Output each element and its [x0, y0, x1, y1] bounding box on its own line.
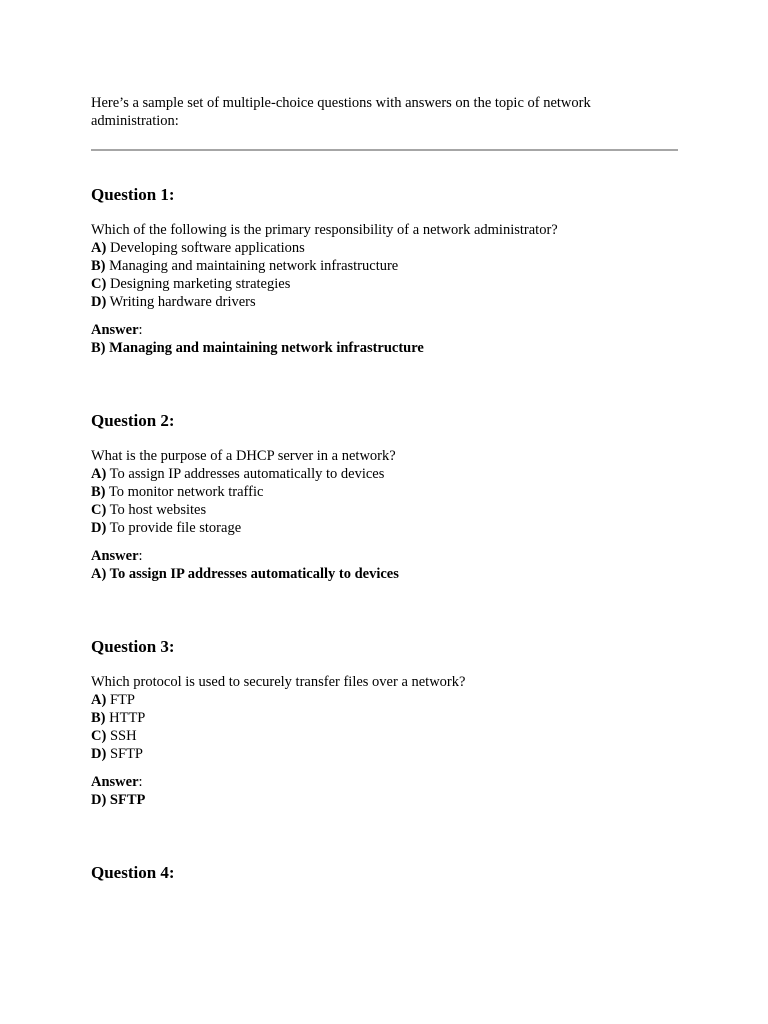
option-letter: D) — [91, 746, 107, 762]
answer-option-a — [91, 239, 681, 257]
intro-paragraph: Here’s a sample set of multiple-choice questions with answers on the topic of network administration: — [91, 95, 591, 129]
answer-label-colon: : — [138, 774, 143, 790]
option-letter: A) — [91, 692, 107, 708]
answer-label-colon: : — [138, 322, 143, 338]
answer-option-c — [91, 727, 681, 745]
option-text: FTP — [106, 692, 135, 708]
answer-option-a — [91, 465, 681, 483]
correct-answer: A) To assign IP addresses automatically to devices — [91, 566, 399, 582]
answer-option-c — [91, 275, 681, 293]
question-heading: Question 2: — [91, 411, 175, 430]
question-text: Which protocol is used to securely transfer files over a network? — [91, 674, 466, 690]
option-letter: D) — [91, 520, 107, 536]
option-letter: D) — [91, 294, 107, 310]
answer-label-text: Answer — [91, 322, 139, 338]
option-text: Managing and maintaining network infrastructure — [105, 258, 399, 274]
option-letter: B) — [91, 258, 106, 274]
answer-label-text: Answer — [91, 774, 139, 790]
option-text: SFTP — [106, 746, 143, 762]
option-text: To monitor network traffic — [105, 484, 264, 500]
answer-option-a — [91, 691, 681, 709]
question-text: Which of the following is the primary responsibility of a network administrator? — [91, 222, 558, 238]
horizontal-divider — [91, 149, 678, 151]
answer-label — [91, 773, 681, 791]
option-letter: B) — [91, 484, 106, 500]
option-letter: C) — [91, 276, 107, 292]
document-content — [91, 94, 681, 883]
question-text: What is the purpose of a DHCP server in a network? — [91, 448, 396, 464]
question-block-3 — [91, 637, 681, 809]
option-text: Writing hardware drivers — [106, 294, 256, 310]
option-text: Designing marketing strategies — [106, 276, 291, 292]
answer-option-b — [91, 257, 681, 275]
question-block-4 — [91, 863, 681, 883]
correct-answer: D) SFTP — [91, 792, 146, 808]
option-letter: A) — [91, 240, 107, 256]
option-letter: B) — [91, 710, 106, 726]
correct-answer: B) Managing and maintaining network infrastructure — [91, 340, 424, 356]
answer-label-colon: : — [138, 548, 143, 564]
option-letter: A) — [91, 466, 107, 482]
question-block-2 — [91, 411, 681, 583]
option-text: HTTP — [105, 710, 146, 726]
answer-option-c — [91, 501, 681, 519]
answer-option-d — [91, 293, 681, 311]
question-heading: Question 3: — [91, 637, 175, 656]
option-letter: C) — [91, 502, 107, 518]
question-heading: Question 1: — [91, 185, 175, 204]
option-text: To host websites — [106, 502, 207, 518]
option-text: Developing software applications — [106, 240, 305, 256]
option-letter: C) — [91, 728, 107, 744]
answer-label — [91, 321, 681, 339]
answer-option-b — [91, 483, 681, 501]
option-text: To provide file storage — [106, 520, 242, 536]
answer-label-text: Answer — [91, 548, 139, 564]
question-block-1 — [91, 185, 681, 357]
answer-option-d — [91, 745, 681, 763]
option-text: To assign IP addresses automatically to devices — [106, 466, 385, 482]
answer-option-b — [91, 709, 681, 727]
question-heading: Question 4: — [91, 863, 175, 882]
answer-option-d — [91, 519, 681, 537]
option-text: SSH — [106, 728, 137, 744]
answer-label — [91, 547, 681, 565]
